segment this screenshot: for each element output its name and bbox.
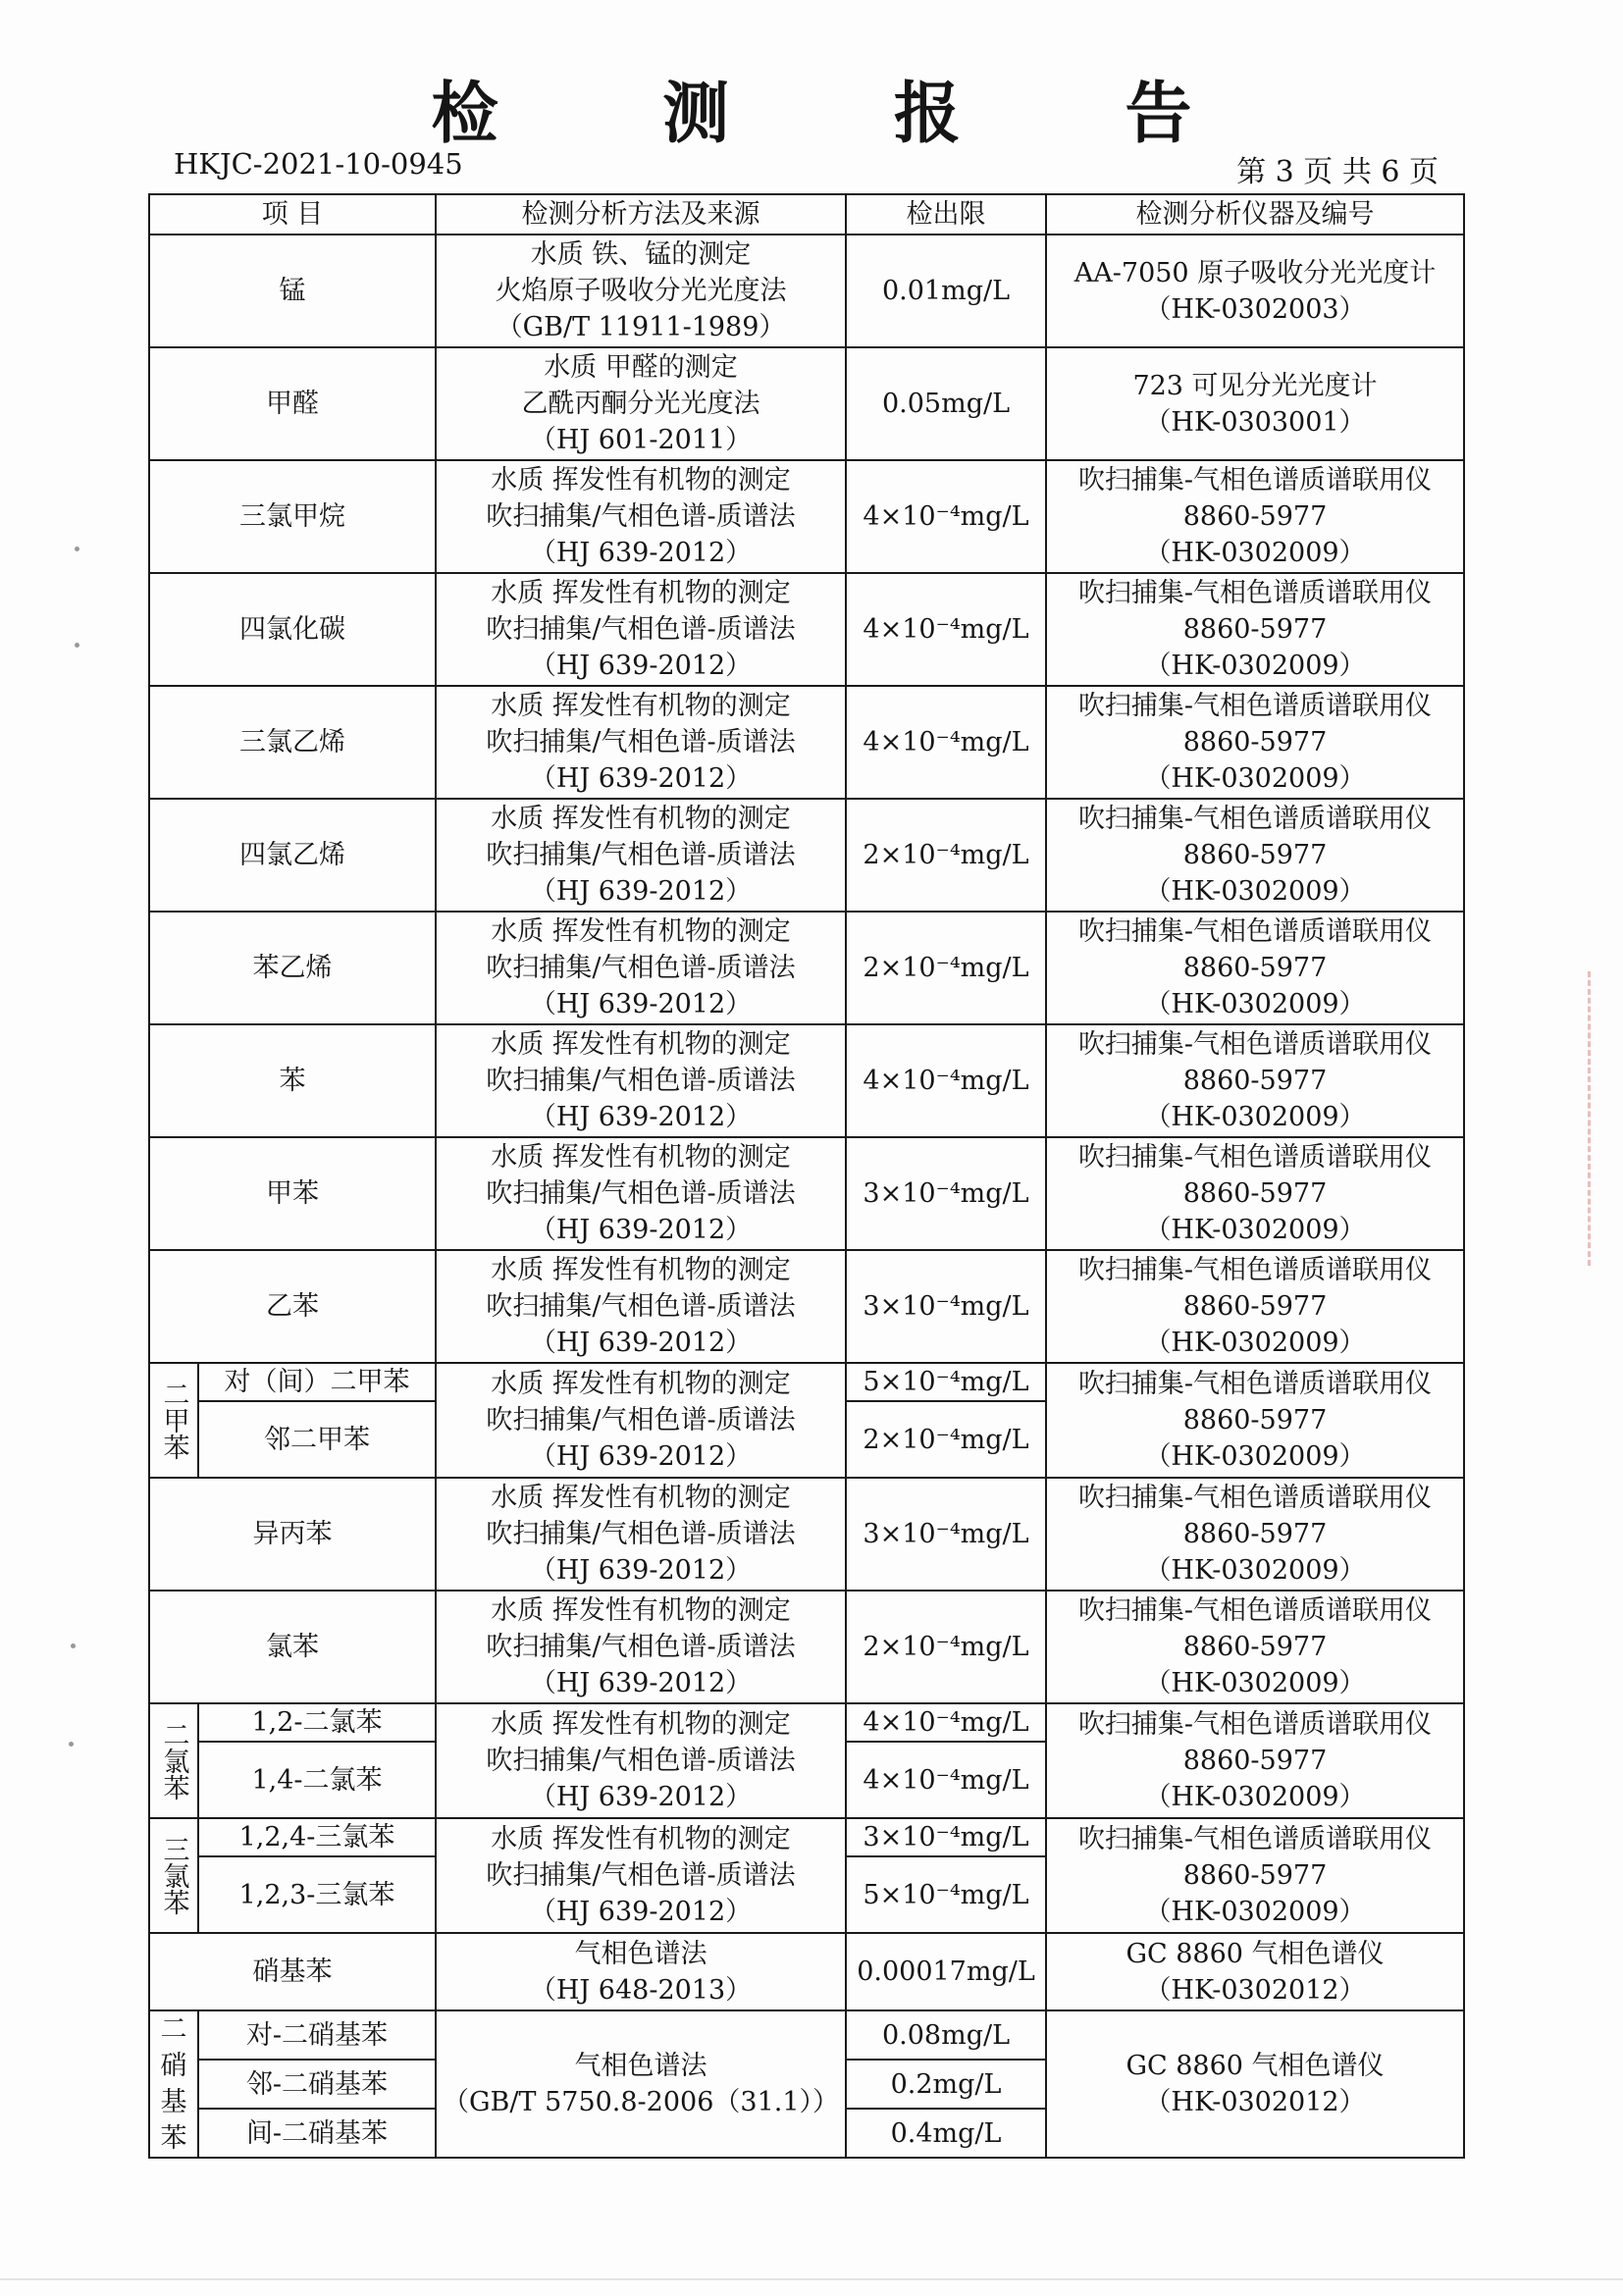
instrument-line: 8860-5977: [1182, 953, 1328, 983]
item-cell: 甲苯: [149, 1137, 436, 1250]
instrument-line: （HK-0302009）: [1144, 763, 1366, 794]
sub-item-cell: 1,4-二氯苯: [198, 1742, 436, 1818]
item-cell: 苯: [149, 1024, 436, 1137]
instrument-line: 8860-5977: [1182, 1860, 1328, 1891]
item-cell: 三氯甲烷: [149, 460, 436, 573]
limit-cell: 5×10⁻⁴mg/L: [846, 1856, 1046, 1933]
method-line: （HJ 639-2012）: [529, 651, 753, 681]
method-cell: [436, 1591, 846, 1703]
table-row: [149, 1363, 1464, 1401]
limit-cell: 3×10⁻⁴mg/L: [846, 1137, 1046, 1250]
method-cell: [436, 1933, 846, 2010]
method-line: （GB/T 11911-1989）: [496, 312, 786, 342]
instrument-line: （HK-0302009）: [1144, 876, 1366, 907]
instrument-line: 8860-5977: [1182, 1066, 1328, 1096]
method-line: 火焰原子吸收分光光度法: [495, 276, 787, 306]
method-line: 水质 挥发性有机物的测定: [491, 1369, 791, 1399]
method-line: 水质 挥发性有机物的测定: [491, 465, 791, 496]
table-row: [149, 2010, 1464, 2060]
item-cell: 异丙苯: [149, 1478, 436, 1591]
method-line: 水质 挥发性有机物的测定: [491, 1142, 791, 1173]
instrument-line: （HK-0302012）: [1144, 1974, 1366, 2006]
method-line: 吹扫捕集/气相色谱-质谱法: [486, 1291, 796, 1322]
limit-cell: 3×10⁻⁴mg/L: [846, 1478, 1046, 1591]
limit-cell: 0.2mg/L: [846, 2060, 1046, 2109]
limit-cell: 4×10⁻⁴mg/L: [846, 1703, 1046, 1742]
instrument-line: AA-7050 原子吸收分光光度计: [1073, 257, 1437, 288]
instrument-cell: [1046, 1137, 1464, 1250]
instrument-line: （HK-0302009）: [1144, 1782, 1366, 1812]
report-number: HKJC-2021-10-0945: [174, 147, 463, 181]
instrument-line: 吹扫捕集-气相色谱质谱联用仪: [1077, 1255, 1433, 1285]
table-row: [149, 686, 1464, 799]
method-line: 水质 挥发性有机物的测定: [491, 691, 791, 721]
limit-cell: 5×10⁻⁴mg/L: [846, 1363, 1046, 1401]
limit-cell: 0.00017mg/L: [846, 1933, 1046, 2010]
instrument-cell: [1046, 347, 1464, 460]
binding-mark: [75, 547, 79, 551]
instrument-cell: [1046, 1250, 1464, 1363]
report-title: 检 测 报 告: [431, 76, 1263, 153]
instrument-line: 吹扫捕集-气相色谱质谱联用仪: [1077, 804, 1433, 834]
group-cell: [149, 2010, 198, 2158]
instrument-cell: [1046, 1933, 1464, 2010]
table-row: [149, 1933, 1464, 2010]
group-cell: 三氯苯: [149, 1818, 198, 1933]
instrument-line: 8860-5977: [1182, 1519, 1328, 1549]
table-header-row: [149, 194, 1464, 235]
table-row: [149, 912, 1464, 1024]
limit-cell: 4×10⁻⁴mg/L: [846, 686, 1046, 799]
instrument-line: （HK-0302009）: [1144, 1555, 1366, 1586]
method-cell: [436, 460, 846, 573]
table-row: [149, 1703, 1464, 1742]
instrument-line: 8860-5977: [1182, 614, 1328, 645]
method-cell: [436, 1024, 846, 1137]
instrument-line: （HK-0302009）: [1144, 989, 1366, 1019]
method-line: 吹扫捕集/气相色谱-质谱法: [486, 1405, 796, 1435]
seal-fragment: [1588, 971, 1597, 1266]
table-row: [149, 1137, 1464, 1250]
page-indicator: 第 3 页 共 6 页: [1236, 155, 1439, 189]
instrument-line: 吹扫捕集-气相色谱质谱联用仪: [1077, 1824, 1433, 1854]
method-cell: [436, 1137, 846, 1250]
method-line: 水质 铁、锰的测定: [530, 239, 752, 270]
instrument-cell: [1046, 1703, 1464, 1818]
instrument-cell: [1046, 912, 1464, 1024]
method-line: 乙酰丙酮分光光度法: [521, 389, 760, 419]
sub-item-cell: 邻-二硝基苯: [198, 2060, 436, 2109]
limit-cell: 3×10⁻⁴mg/L: [846, 1818, 1046, 1856]
method-cell: [436, 1478, 846, 1591]
instrument-line: （HK-0302009）: [1144, 1897, 1366, 1927]
table-row: [149, 1024, 1464, 1137]
method-cell: [436, 1250, 846, 1363]
method-line: （HJ 601-2011）: [529, 425, 753, 455]
instrument-line: 吹扫捕集-气相色谱质谱联用仪: [1077, 691, 1433, 721]
method-line: 水质 挥发性有机物的测定: [491, 1483, 791, 1513]
method-line: 水质 甲醛的测定: [544, 352, 738, 383]
instrument-cell: [1046, 1024, 1464, 1137]
voc-rows-1: [149, 460, 1464, 1363]
method-line: （HJ 639-2012）: [529, 1328, 753, 1358]
limit-cell: 2×10⁻⁴mg/L: [846, 912, 1046, 1024]
method-cell: [436, 799, 846, 912]
instrument-cell: [1046, 799, 1464, 912]
table-row: [149, 1818, 1464, 1856]
group-line: 二硝: [160, 2014, 187, 2081]
sub-item-cell: 1,2,3-三氯苯: [198, 1856, 436, 1933]
item-cell: 四氯乙烯: [149, 799, 436, 912]
limit-cell: 0.05mg/L: [846, 347, 1046, 460]
sub-item-cell: 1,2,4-三氯苯: [198, 1818, 436, 1856]
method-cell: [436, 347, 846, 460]
instrument-line: （HK-0302009）: [1144, 1102, 1366, 1132]
method-cell: [436, 235, 846, 347]
group-cell: 二氯苯: [149, 1703, 198, 1818]
method-line: 水质 挥发性有机物的测定: [491, 1824, 791, 1854]
limit-cell: 2×10⁻⁴mg/L: [846, 1401, 1046, 1478]
method-line: 水质 挥发性有机物的测定: [491, 804, 791, 834]
method-cell: [436, 2010, 846, 2158]
instrument-cell: [1046, 1591, 1464, 1703]
group-cell: 二甲苯: [149, 1363, 198, 1478]
instrument-line: 8860-5977: [1182, 1746, 1328, 1776]
limit-cell: 0.4mg/L: [846, 2109, 1046, 2158]
instrument-line: 吹扫捕集-气相色谱质谱联用仪: [1077, 1483, 1433, 1513]
method-line: 吹扫捕集/气相色谱-质谱法: [486, 1178, 796, 1209]
method-line: （HJ 639-2012）: [529, 1782, 753, 1812]
table-row: [149, 1591, 1464, 1703]
method-line: 水质 挥发性有机物的测定: [491, 1595, 791, 1626]
table-row: [149, 347, 1464, 460]
sub-item-cell: 1,2-二氯苯: [198, 1703, 436, 1742]
item-cell: 甲醛: [149, 347, 436, 460]
header-instrument: 检测分析仪器及编号: [1046, 194, 1464, 235]
item-cell: 苯乙烯: [149, 912, 436, 1024]
method-line: （HJ 639-2012）: [529, 763, 753, 794]
method-line: 水质 挥发性有机物的测定: [491, 916, 791, 947]
item-cell: 硝基苯: [149, 1933, 436, 2010]
instrument-line: （HK-0303001）: [1144, 406, 1366, 438]
method-line: （HJ 639-2012）: [529, 989, 753, 1019]
method-line: （HJ 639-2012）: [529, 1668, 753, 1698]
method-line: 气相色谱法: [574, 2051, 707, 2081]
method-line: （HJ 639-2012）: [529, 1555, 753, 1586]
method-line: 吹扫捕集/气相色谱-质谱法: [486, 953, 796, 983]
instrument-line: （HK-0302012）: [1144, 2087, 1366, 2117]
instrument-line: （HK-0302009）: [1144, 1215, 1366, 1245]
instrument-line: 吹扫捕集-气相色谱质谱联用仪: [1077, 916, 1433, 947]
method-line: （HJ 648-2013）: [529, 1974, 753, 2006]
method-line: 吹扫捕集/气相色谱-质谱法: [486, 1860, 796, 1891]
instrument-line: 吹扫捕集-气相色谱质谱联用仪: [1077, 1029, 1433, 1060]
method-cell: [436, 1818, 846, 1933]
instrument-line: 吹扫捕集-气相色谱质谱联用仪: [1077, 465, 1433, 496]
method-line: （HJ 639-2012）: [529, 1102, 753, 1132]
limit-cell: 4×10⁻⁴mg/L: [846, 573, 1046, 686]
table-row: [149, 573, 1464, 686]
instrument-line: 8860-5977: [1182, 840, 1328, 870]
sub-item-cell: 邻二甲苯: [198, 1401, 436, 1478]
method-line: （HJ 639-2012）: [529, 1215, 753, 1245]
method-line: 吹扫捕集/气相色谱-质谱法: [486, 1066, 796, 1096]
instrument-line: （HK-0302009）: [1144, 1668, 1366, 1698]
instrument-line: 8860-5977: [1182, 501, 1328, 532]
limit-cell: 2×10⁻⁴mg/L: [846, 799, 1046, 912]
method-cell: [436, 573, 846, 686]
item-cell: 三氯乙烯: [149, 686, 436, 799]
method-line: 吹扫捕集/气相色谱-质谱法: [486, 1519, 796, 1549]
instrument-line: GC 8860 气相色谱仪: [1126, 2051, 1385, 2081]
method-line: 水质 挥发性有机物的测定: [491, 1255, 791, 1285]
table-row: [149, 799, 1464, 912]
method-line: 吹扫捕集/气相色谱-质谱法: [486, 1746, 796, 1776]
method-line: 吹扫捕集/气相色谱-质谱法: [486, 614, 796, 645]
item-cell: 锰: [149, 235, 436, 347]
method-line: 水质 挥发性有机物的测定: [491, 1709, 791, 1740]
table-row: [149, 460, 1464, 573]
limit-cell: 4×10⁻⁴mg/L: [846, 1024, 1046, 1137]
instrument-line: 8860-5977: [1182, 1405, 1328, 1435]
detection-method-table: [148, 193, 1465, 2159]
method-line: 气相色谱法: [574, 1938, 707, 1969]
limit-cell: 0.01mg/L: [846, 235, 1046, 347]
limit-cell: 4×10⁻⁴mg/L: [846, 1742, 1046, 1818]
instrument-line: （HK-0302009）: [1144, 538, 1366, 568]
header-method: 检测分析方法及来源: [436, 194, 846, 235]
binding-mark: [71, 1644, 76, 1648]
method-line: 吹扫捕集/气相色谱-质谱法: [486, 727, 796, 757]
item-cell: 氯苯: [149, 1591, 436, 1703]
method-line: 吹扫捕集/气相色谱-质谱法: [486, 501, 796, 532]
method-line: 水质 挥发性有机物的测定: [491, 578, 791, 608]
instrument-line: 8860-5977: [1182, 727, 1328, 757]
method-line: （HJ 639-2012）: [529, 876, 753, 907]
instrument-cell: [1046, 686, 1464, 799]
instrument-line: 吹扫捕集-气相色谱质谱联用仪: [1077, 1142, 1433, 1173]
method-line: 吹扫捕集/气相色谱-质谱法: [486, 840, 796, 870]
instrument-line: 723 可见分光光度计: [1132, 370, 1378, 401]
table-row: [149, 235, 1464, 347]
binding-mark: [75, 643, 79, 648]
method-line: （HJ 639-2012）: [529, 1441, 753, 1472]
method-cell: [436, 912, 846, 1024]
instrument-line: 吹扫捕集-气相色谱质谱联用仪: [1077, 1369, 1433, 1399]
item-cell: 乙苯: [149, 1250, 436, 1363]
instrument-line: （HK-0302009）: [1144, 651, 1366, 681]
limit-cell: 4×10⁻⁴mg/L: [846, 460, 1046, 573]
limit-cell: 0.08mg/L: [846, 2010, 1046, 2060]
header-item: 项 目: [149, 194, 436, 235]
limit-cell: 3×10⁻⁴mg/L: [846, 1250, 1046, 1363]
instrument-cell: [1046, 460, 1464, 573]
table-row: [149, 1478, 1464, 1591]
instrument-line: 8860-5977: [1182, 1178, 1328, 1209]
instrument-line: GC 8860 气相色谱仪: [1126, 1938, 1385, 1969]
method-line: （HJ 639-2012）: [529, 538, 753, 568]
instrument-cell: [1046, 2010, 1464, 2158]
method-cell: [436, 1703, 846, 1818]
limit-cell: 2×10⁻⁴mg/L: [846, 1591, 1046, 1703]
scan-edge-line: [0, 2278, 1623, 2280]
instrument-line: 吹扫捕集-气相色谱质谱联用仪: [1077, 1595, 1433, 1626]
method-cell: [436, 1363, 846, 1478]
instrument-line: （HK-0302009）: [1144, 1328, 1366, 1358]
instrument-cell: [1046, 235, 1464, 347]
instrument-line: 吹扫捕集-气相色谱质谱联用仪: [1077, 1709, 1433, 1740]
instrument-cell: [1046, 573, 1464, 686]
method-line: 吹扫捕集/气相色谱-质谱法: [486, 1632, 796, 1662]
method-cell: [436, 686, 846, 799]
sub-item-cell: 对（间）二甲苯: [198, 1363, 436, 1401]
method-line: 水质 挥发性有机物的测定: [491, 1029, 791, 1060]
table-row: [149, 1250, 1464, 1363]
item-cell: 四氯化碳: [149, 573, 436, 686]
sub-item-cell: 间-二硝基苯: [198, 2109, 436, 2158]
instrument-cell: [1046, 1363, 1464, 1478]
method-line: （GB/T 5750.8-2006（31.1））: [442, 2087, 840, 2117]
instrument-cell: [1046, 1478, 1464, 1591]
binding-mark: [69, 1742, 74, 1747]
instrument-line: （HK-0302009）: [1144, 1441, 1366, 1472]
method-line: （HJ 639-2012）: [529, 1897, 753, 1927]
header-limit: 检出限: [846, 194, 1046, 235]
group-line: 基苯: [160, 2087, 187, 2154]
instrument-line: 吹扫捕集-气相色谱质谱联用仪: [1077, 578, 1433, 608]
voc-rows-2: [149, 1478, 1464, 1703]
instrument-cell: [1046, 1818, 1464, 1933]
sub-item-cell: 对-二硝基苯: [198, 2010, 436, 2060]
instrument-line: 8860-5977: [1182, 1291, 1328, 1322]
instrument-line: （HK-0302003）: [1144, 293, 1366, 325]
instrument-line: 8860-5977: [1182, 1632, 1328, 1662]
